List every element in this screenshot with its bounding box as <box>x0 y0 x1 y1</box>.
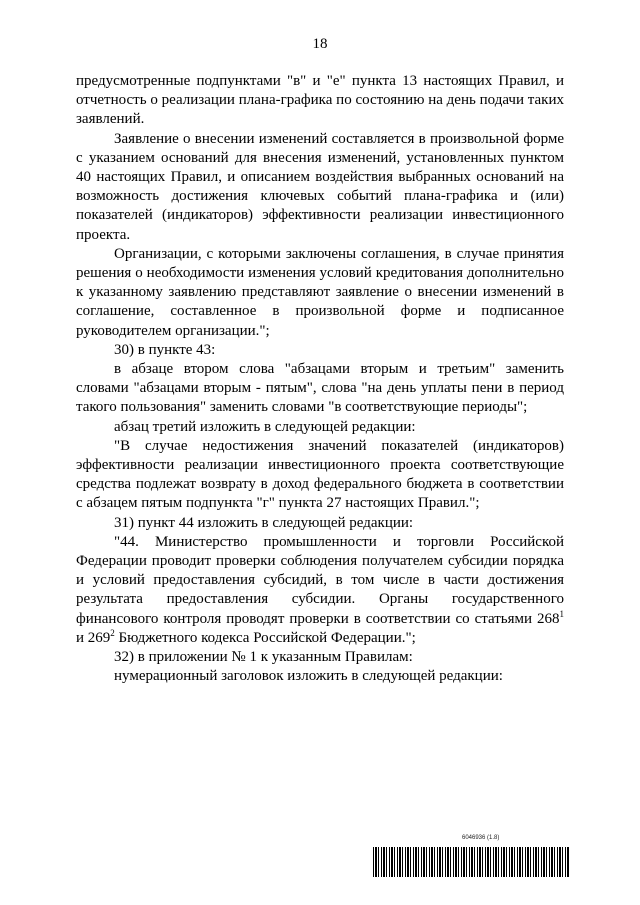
quoted-paragraph: "В случае недостижения значений показателей (индикаторов) эффективности реализации инвестиционного проекта соответствующие средства подлежат возврату в доход федерального бюджета в соответствии с абзацем пятым подпункта "г" пункта 27 настоящих Правил."; <box>76 437 564 512</box>
paragraph: Заявление о внесении изменений составляется в произвольной форме с указанием оснований для внесения изменений, установленных пунктом 40 настоящих Правил, и описанием воздействия выбранных оснований на возможность достижения ключевых событий плана-графика и (или) показателей (индикаторов) эффективности реализации инвестиционного проекта. <box>76 130 564 243</box>
barcode <box>373 847 569 877</box>
paragraph-text: и 269 <box>76 629 111 646</box>
paragraph: предусмотренные подпунктами "в" и "е" пункта 13 настоящих Правил, и отчетность о реализации плана-графика по состоянию на день подачи таких заявлений. <box>76 73 564 128</box>
list-item: 32) в приложении № 1 к указанным Правилам: <box>114 649 413 666</box>
paragraph: в абзаце втором слова "абзацами вторым и третьим" заменить словами "абзацами вторым - пятым", слова "на день уплаты пени в период такого пользования" заменить словами "в соответствующие периоды"; <box>76 361 564 416</box>
quoted-paragraph <box>76 533 564 648</box>
superscript: 2 <box>110 627 115 638</box>
list-item: 30) в пункте 43: <box>114 341 216 358</box>
paragraph: абзац третий изложить в следующей редакции: <box>114 418 416 435</box>
paragraph: Организации, с которыми заключены соглашения, в случае принятия решения о необходимости изменения условий кредитования дополнительно к указанному заявлению представляют заявление о внесении изменений в соглашение, составленное в произвольной форме и подписанное руководителем организации."; <box>76 245 564 339</box>
page-number: 18 <box>312 36 328 52</box>
document-body <box>76 72 564 687</box>
paragraph-text: Бюджетного кодекса Российской Федерации."; <box>114 629 416 646</box>
paragraph: нумерационный заголовок изложить в следующей редакции: <box>114 668 503 685</box>
superscript: 1 <box>559 608 564 619</box>
list-item: 31) пункт 44 изложить в следующей редакции: <box>114 514 414 531</box>
document-code: 6046936 (1.8) <box>462 835 500 841</box>
paragraph-text: "44. Министерство промышленности и торговли Российской Федерации проводит проверки соблюдения получателем субсидии порядка и условий предоставления субсидий, в том числе в части достижения результата предоставления субсидии. Органы государственного финансового контроля проводят проверки в соответствии со статьями 268 <box>76 533 564 627</box>
